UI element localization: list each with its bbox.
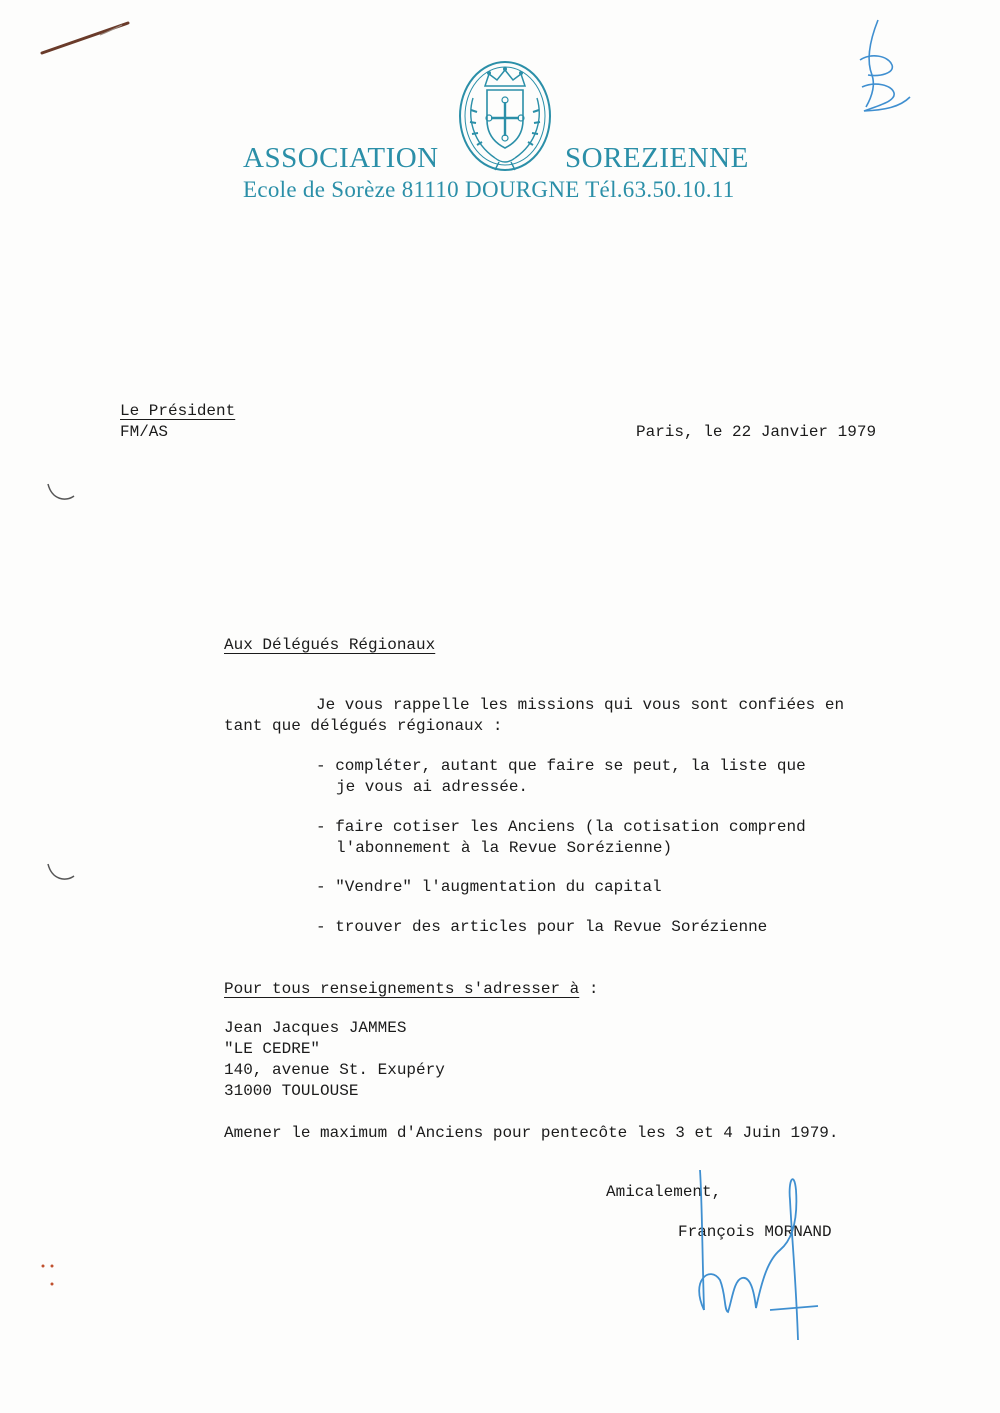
intro-line-2: tant que délégués régionaux : [224,717,503,735]
mission-item-3: - "Vendre" l'augmentation du capital [316,878,662,896]
association-name-right: SOREZIENNE [565,142,749,174]
pen-mark-icon [30,15,140,65]
association-name-left: ASSOCIATION [243,142,439,174]
crest-logo [455,58,555,176]
mission-item-2-line-1: - faire cotiser les Anciens (la cotisation comprend [316,818,806,836]
margin-mark-icon [38,1260,58,1290]
punch-hole-icon [40,470,80,510]
sender-reference: FM/AS [120,423,169,441]
sender-title: Le Président [120,402,236,420]
salutation: Amicalement, [606,1183,722,1201]
signatory-name: François MORNAND [678,1223,832,1241]
date-line: Paris, le 22 Janvier 1979 [636,423,877,441]
mission-item-1-line-2: je vous ai adressée. [336,778,529,796]
recipient-line: Aux Délégués Régionaux [224,636,436,654]
contact-heading-suffix: : [579,980,599,998]
contact-heading: Pour tous renseignements s'adresser à [224,980,580,998]
mission-item-4: - trouver des articles pour la Revue Sorézienne [316,918,768,936]
contact-house: "LE CEDRE" [224,1040,321,1058]
contact-street: 140, avenue St. Exupéry [224,1061,445,1079]
punch-hole-icon [40,850,80,890]
contact-name: Jean Jacques JAMMES [224,1019,407,1037]
mission-item-2-line-2: l'abonnement à la Revue Sorézienne) [336,839,673,857]
signature-icon [680,1160,830,1350]
association-address: Ecole de Sorèze 81110 DOURGNE Tél.63.50.10.11 [243,177,735,202]
contact-heading-row [224,980,598,998]
closing-note: Amener le maximum d'Anciens pour pentecôte les 3 et 4 Juin 1979. [224,1124,839,1142]
intro-line-1: Je vous rappelle les missions qui vous sont confiées en [316,696,845,714]
mission-item-1-line-1: - compléter, autant que faire se peut, la liste que [316,757,806,775]
contact-city: 31000 TOULOUSE [224,1082,359,1100]
handwritten-initials-icon [840,15,920,125]
